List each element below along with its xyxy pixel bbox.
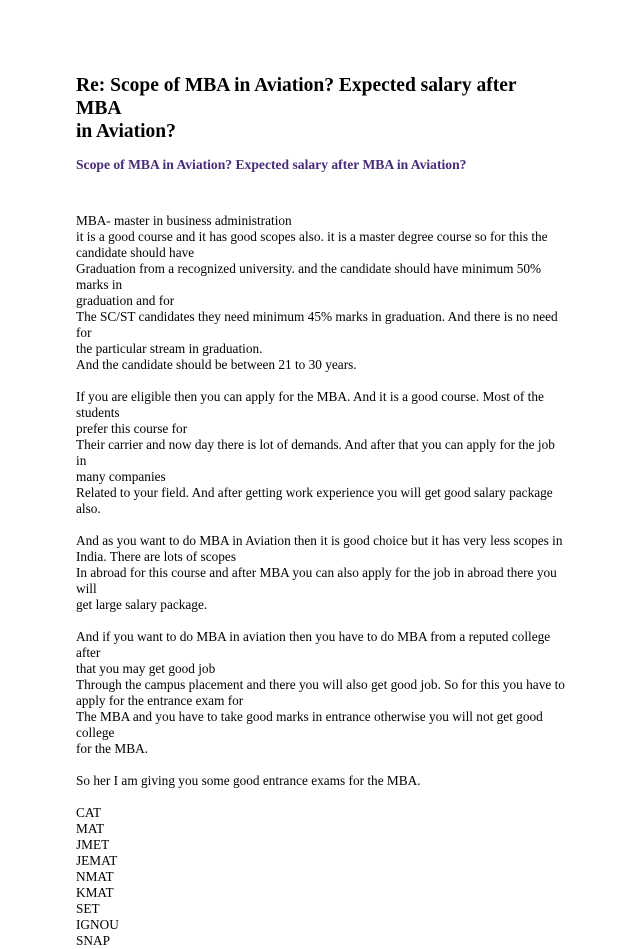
exam-item-set: SET xyxy=(76,901,100,916)
entrance-exam-list xyxy=(76,805,566,949)
paragraph-aviation-scope: And as you want to do MBA in Aviation then it is good choice but it has very less scopes in India. There are lots of scopes In abroad for this course and after MBA you can also apply for the job in abroad there you will get large salary package. xyxy=(76,533,563,612)
document-page xyxy=(76,74,566,949)
exam-item-cat: CAT xyxy=(76,805,102,820)
paragraph-career: If you are eligible then you can apply for the MBA. And it is a good course. Most of the students prefer this course for Their carrier and now day there is lot of demands. And after that you can apply for the job in many companies Related to your field. And after getting work experience you will get good salary package also. xyxy=(76,389,555,516)
exam-item-snap: SNAP xyxy=(76,933,110,948)
exam-item-ignou: IGNOU xyxy=(76,917,119,932)
exam-item-kmat: KMAT xyxy=(76,885,114,900)
paragraph-exams-intro: So her I am giving you some good entrance exams for the MBA. xyxy=(76,773,421,788)
exam-item-jemat: JEMAT xyxy=(76,853,118,868)
document-body xyxy=(76,213,566,949)
exam-item-nmat: NMAT xyxy=(76,869,114,884)
exam-item-jmet: JMET xyxy=(76,837,110,852)
paragraph-reputed-college: And if you want to do MBA in aviation then you have to do MBA from a reputed college after that you may get good job Through the campus placement and there you will also get good job. So for this you have to apply for the entrance exam for The MBA and you have to take good marks in entrance otherwise you will not get good college for the MBA. xyxy=(76,629,565,756)
paragraph-eligibility: MBA- master in business administration it is a good course and it has good scopes also. it is a master degree course so for this the candidate should have Graduation from a recognized university. and the candidate should have minimum 50% marks in graduation and for The SC/ST candidates they need minimum 45% marks in graduation. And there is no need for the particular stream in graduation. And the candidate should be between 21 to 30 years. xyxy=(76,213,558,372)
exam-item-mat: MAT xyxy=(76,821,105,836)
document-subtitle: Scope of MBA in Aviation? Expected salary after MBA in Aviation? xyxy=(76,157,467,172)
document-title: Re: Scope of MBA in Aviation? Expected salary after MBA in Aviation? xyxy=(76,75,517,142)
